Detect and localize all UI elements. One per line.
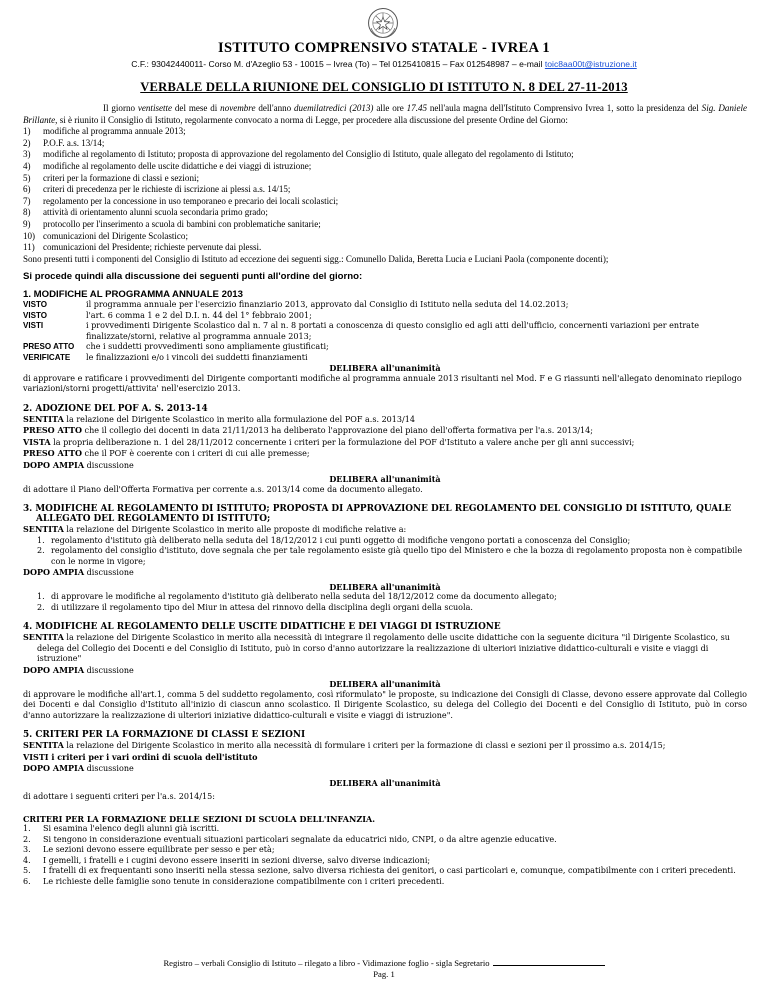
- section-3-title: [23, 504, 747, 524]
- intro-time: 17.45: [406, 103, 428, 113]
- section-1-title: 1. MODIFICHE AL PROGRAMMA ANNUALE 2013: [23, 289, 243, 301]
- agenda-number: 6): [23, 184, 31, 195]
- agenda-item: [23, 149, 747, 161]
- agenda-item: [23, 242, 747, 254]
- intro-text: nell'aula magna dell'Istituto Comprensivo Ivrea 1, sotto la presidenza del: [427, 103, 702, 113]
- section-5-title: 5. CRITERI PER LA FORMAZIONE DI CLASSI E SEZIONI: [23, 730, 306, 741]
- agenda-number: 4): [23, 160, 31, 171]
- list-number: 1.: [37, 592, 45, 602]
- agenda-text: modifiche al regolamento di Istituto; proposta di approvazione del regolamento del Consiglio di Istituto, quale allegato del regolamento di Istituto;: [43, 149, 574, 160]
- premise-line: [23, 524, 747, 536]
- premise-line: [23, 763, 747, 775]
- premise-text: la relazione del Dirigente Scolastico in merito alla necessità di integrare il regolamento delle uscite didattiche con la seguente dicitura "il Dirigente Scolastico, su delega del Collegio dei Docenti e del Consiglio di Istituto, può in corso d'anno autorizzare la realizzazione di ulteriori iniziative didattico-culturali e visite e viaggi di istruzione": [37, 633, 730, 664]
- agenda-number: 3): [23, 149, 31, 160]
- intro-text: del mese di: [172, 103, 221, 113]
- premise-text: discussione: [84, 764, 134, 774]
- premise-line: [23, 437, 747, 449]
- page-number: Pag. 1: [373, 969, 395, 979]
- premise-key: SENTITA: [23, 524, 64, 535]
- premise-text: che il POF è coerente con i criteri di cui alle premesse;: [82, 449, 310, 459]
- agenda-item: [23, 161, 747, 173]
- criteria-text: Le sezioni devono essere equilibrate per sesso e per età;: [43, 845, 275, 855]
- criteria-number: 3.: [23, 845, 31, 855]
- premise-line: [23, 425, 747, 437]
- agenda-text: modifiche al programma annuale 2013;: [43, 126, 186, 137]
- premise-key: VISTA: [23, 436, 51, 447]
- section-1-premises: [23, 300, 747, 363]
- premise-line: [23, 632, 747, 665]
- proposal-list: [23, 536, 747, 568]
- delibera-text: di approvare le modifiche all'art.1, comma 5 del suddetto regolamento, così riformulato" le proposte, su indicazione dei Consigli di Classe, devono essere approvate dal Collegio dei Docenti e dal Consiglio d'Istituto all'inizio di ciascun anno scolastico. Il Dirigente Scolastico, su delega del Collegio dei Docenti e del Consiglio di Istituto, può in corso d'anno autorizzare la realizzazione di ulteriori iniziative didattico-culturali e visite e viaggi di istruzione".: [23, 689, 747, 720]
- premise-text: la relazione del Dirigente Scolastico in merito alle proposte di modifiche relative a:: [63, 525, 407, 535]
- section-5: [23, 740, 747, 887]
- agenda-number: 5): [23, 172, 31, 183]
- delibera-text: di approvare e ratificare i provvedimenti del Dirigente comportanti modifiche al programma annuale 2013 risultanti nel Mod. F e G riassunti nell'allegato denominato riepilogo variazioni/storni progetti/attivita' nell'esercizio 2013.: [23, 373, 742, 394]
- list-item: [23, 592, 747, 603]
- premise-key: SENTITA: [23, 413, 64, 424]
- premise-key: VISTO: [23, 310, 47, 320]
- section-2: [23, 414, 747, 496]
- criteria-number: 6.: [23, 876, 31, 886]
- delibera-label: DELIBERA all'unanimità: [329, 777, 441, 788]
- agenda-item: [23, 184, 747, 196]
- agenda-item: [23, 126, 747, 138]
- premise-text: le finalizzazioni e/o i vincoli dei suddetti finanziamenti: [86, 352, 308, 362]
- agenda-number: 10): [23, 230, 36, 241]
- section-4-title: 4. MODIFICHE AL REGOLAMENTO DELLE USCITE DIDATTICHE E DEI VIAGGI DI ISTRUZIONE: [23, 622, 501, 633]
- premise-text: l'art. 6 comma 1 e 2 del D.I. n. 44 del 1° febbraio 2001;: [86, 310, 312, 320]
- premise-text: che il collegio dei docenti in data 21/11/2013 ha deliberato l'approvazione del piano dell'offerta formativa per l'a.s. 2013/14;: [82, 426, 594, 436]
- section-4: [23, 632, 747, 721]
- criteria-item: [23, 877, 747, 888]
- premise-key: VISTI: [23, 321, 44, 331]
- procede-heading: Si procede quindi alla discussione dei seguenti punti all'ordine del giorno:: [23, 271, 363, 283]
- premise-key: DOPO AMPIA: [23, 763, 85, 774]
- section-3-title-line: ALLEGATO DEL REGOLAMENTO DI ISTITUTO;: [36, 514, 271, 525]
- agenda-text: comunicazioni del Presidente; richieste pervenute dai plessi.: [43, 242, 262, 253]
- criteria-title: CRITERI PER LA FORMAZIONE DELLE SEZIONI DI SCUOLA DELL'INFANZIA.: [23, 813, 376, 824]
- document-body: [23, 103, 747, 887]
- premise-text: discussione: [84, 568, 134, 578]
- intro-text: , si è riunito il Consiglio di Istituto, regolarmente convocato a norma di Legge, per procedere alla discussione del presente Ordine del Giorno:: [55, 114, 568, 125]
- section-1: [23, 300, 747, 395]
- agenda-item: [23, 173, 747, 185]
- agenda-text: criteri di precedenza per le richieste di iscrizione ai plessi a.s. 14/15;: [43, 184, 291, 195]
- agenda-item: [23, 207, 747, 219]
- list-number: 2.: [37, 602, 45, 612]
- delibera-label: DELIBERA all'unanimità: [329, 679, 441, 690]
- footer-line: [0, 958, 768, 969]
- section-3: [23, 524, 747, 613]
- agenda-text: P.O.F. a.s. 13/14;: [43, 137, 105, 148]
- list-text: regolamento d'istituto già deliberato nella seduta del 18/12/2012 i cui punti oggetto di modifiche vengono portati a conoscenza del Consiglio;: [51, 535, 631, 545]
- premise-line: [23, 567, 747, 579]
- premise-line: [23, 740, 747, 752]
- premise-text: che i suddetti provvedimenti sono ampliamente giustificati;: [86, 342, 329, 352]
- criteria-text: Si esamina l'elenco degli alunni già iscritti.: [43, 824, 220, 834]
- criteria-item: [23, 866, 747, 877]
- criteria-item: [23, 856, 747, 867]
- agenda-item: [23, 219, 747, 231]
- email-link[interactable]: toic8aa00t@istruzione.it: [544, 59, 637, 69]
- section-3-title-line: 3. MODIFICHE AL REGOLAMENTO DI ISTITUTO; PROPOSTA DI APPROVAZIONE DEL REGOLAMENTO DEL CONSIGLIO DI ISTITUTO, QUALE: [23, 504, 732, 515]
- intro-year: duemilatredici (2013): [294, 103, 374, 113]
- premise-key: VISTI i criteri per i vari ordini di scuola dell'istituto: [23, 751, 258, 762]
- section-2-title: 2. ADOZIONE DEL POF A. S. 2013-14: [23, 403, 208, 414]
- premise-line: [23, 448, 747, 460]
- premise-text: la propria deliberazione n. 1 del 28/11/2012 concernente i criteri per la formulazione del POF d'Istituto a valere anche per gli anni successivi;: [50, 437, 635, 447]
- verbale-title: VERBALE DELLA RIUNIONE DEL CONSIGLIO DI ISTITUTO N. 8 DEL 27-11-2013: [140, 80, 628, 94]
- criteria-number: 5.: [23, 866, 31, 876]
- list-number: 2.: [37, 546, 45, 556]
- list-number: 1.: [37, 535, 45, 545]
- intro-text: alle ore: [373, 103, 407, 113]
- contact-text: C.F.: 93042440011- Corso M. d'Azeglio 53 - 10015 – Ivrea (To) – Tel 0125410815 – Fax 012548987 – e-mail: [131, 59, 545, 69]
- footer-text: Registro – verbali Consiglio di Istituto – rilegato a libro - Vidimazione foglio - sigla Segretario: [163, 958, 490, 968]
- agenda-number: 1): [23, 126, 31, 137]
- premise-text: la relazione del Dirigente Scolastico in merito alla necessità di formulare i criteri per la formazione di classi e sezioni per il prossimo a.s. 2014/15;: [63, 741, 666, 751]
- criteria-text: I fratelli di ex frequentanti sono inseriti nella stessa sezione, salvo diversa richiesta dei genitori, o casi particolari e, comunque, compatibilmente con i criteri precedenti.: [43, 866, 736, 876]
- agenda-text: regolamento per la concessione in uso temporaneo e precario dei locali scolastici;: [43, 195, 339, 206]
- premise-line: [23, 665, 747, 677]
- agenda-item: [23, 231, 747, 243]
- premise-text: discussione: [84, 665, 134, 675]
- agenda-number: 8): [23, 207, 31, 218]
- delibera-label: DELIBERA all'unanimità: [329, 581, 441, 592]
- delibera-label: DELIBERA all'unanimità: [329, 363, 441, 374]
- premise-key: DOPO AMPIA: [23, 664, 85, 675]
- list-item: [23, 546, 747, 567]
- list-item: [23, 536, 747, 547]
- criteria-number: 2.: [23, 834, 31, 844]
- criteria-item: [23, 824, 747, 835]
- premise-text: il programma annuale per l'esercizio finanziario 2013, approvato dal Consiglio di Istituto nella seduta del 14.02.2013;: [86, 300, 569, 310]
- delibera-text: di adottare i seguenti criteri per l'a.s. 2014/15:: [23, 792, 215, 802]
- premise-key: DOPO AMPIA: [23, 567, 85, 578]
- premise-key: VERIFICATE: [23, 352, 71, 362]
- agenda-number: 11): [23, 242, 35, 253]
- criteria-text: Le richieste delle famiglie sono tenute in considerazione compatibilmente con i criteri precedenti.: [43, 876, 445, 886]
- list-text: regolamento del consiglio d'istituto, dove segnala che per tale regolamento esiste già quello tipo del Ministero e che la bozza di regolamento proposta non è compatibile con le norme in vigore;: [51, 546, 743, 566]
- intro-president: Sig. Daniele Brillante: [23, 103, 747, 125]
- premise-line: [23, 460, 747, 472]
- list-text: di utilizzare il regolamento tipo del Miur in attesa del rinnovo della disciplina degli organi della scuola.: [51, 602, 473, 612]
- agenda-number: 7): [23, 195, 31, 206]
- criteria-item: [23, 835, 747, 846]
- criteria-number: 4.: [23, 855, 31, 865]
- present-members: Sono presenti tutti i componenti del Consiglio di Istituto ad eccezione dei seguenti sigg.: Comunello Dalida, Beretta Lucia e Luciani Paola (componente docenti);: [23, 253, 609, 264]
- agenda-text: attività di orientamento alunni scuola secondaria primo grado;: [43, 207, 268, 218]
- agenda-list: [23, 126, 747, 254]
- intro-day: ventisette: [137, 103, 173, 113]
- agenda-text: modifiche al regolamento delle uscite didattiche e dei viaggi di istruzione;: [43, 160, 312, 171]
- premise-key: SENTITA: [23, 632, 64, 643]
- school-contacts: [0, 59, 768, 69]
- premise-text: la relazione del Dirigente Scolastico in merito alla formulazione del POF a.s. 2013/14: [63, 414, 415, 424]
- premise-key: SENTITA: [23, 740, 64, 751]
- agenda-text: comunicazioni del Dirigente Scolastico;: [43, 230, 188, 241]
- intro-text: Il giorno: [103, 103, 138, 113]
- agenda-item: [23, 196, 747, 208]
- delibera-label: DELIBERA all'unanimità: [329, 474, 441, 485]
- agenda-text: criteri per la formazione di classi e sezioni;: [43, 172, 199, 183]
- criteria-text: Si tengono in considerazione eventuali situazioni particolari segnalate da educatrici nido, CNPI, o da altre agenzie educative.: [43, 834, 557, 844]
- criteria-list: [23, 824, 747, 887]
- premise-text: i provvedimenti Dirigente Scolastico dal n. 7 al n. 8 portati a conoscenza di questo consiglio ed agli atti dell'ufficio, concernenti variazioni per entrate finalizzate/storni, relative al programma annuale 2013;: [86, 321, 699, 341]
- school-name: ISTITUTO COMPRENSIVO STATALE - IVREA 1: [218, 40, 550, 56]
- premise-key: DOPO AMPIA: [23, 459, 85, 470]
- list-text: di approvare le modifiche al regolamento d'istituto già deliberato nella seduta del 18/12/2012 come da documento allegato;: [51, 592, 557, 602]
- agenda-number: 9): [23, 218, 31, 229]
- intro-month: novembre: [220, 103, 256, 113]
- republic-emblem-icon: [366, 6, 400, 40]
- premise-key: VISTO: [23, 300, 47, 310]
- intro-text: dell'anno: [255, 103, 295, 113]
- premise-line: [23, 414, 747, 426]
- premise-key: PRESO ATTO: [23, 425, 82, 436]
- premise-key: PRESO ATTO: [23, 342, 75, 352]
- intro-section: [23, 103, 747, 265]
- premise-line: [23, 752, 747, 764]
- page-footer: [0, 958, 768, 980]
- signature-line: [493, 965, 605, 966]
- agenda-item: [23, 138, 747, 150]
- agenda-number: 2): [23, 137, 31, 148]
- premise-key: PRESO ATTO: [23, 448, 82, 459]
- criteria-text: I gemelli, i fratelli e i cugini devono essere inseriti in sezioni diverse, salvo diverse indicazioni;: [43, 855, 431, 865]
- decision-list: [23, 592, 747, 613]
- list-item: [23, 603, 747, 614]
- premise-text: discussione: [84, 460, 134, 470]
- intro-paragraph: [23, 103, 747, 126]
- criteria-item: [23, 845, 747, 856]
- agenda-text: protocollo per l'inserimento a scuola di bambini con problematiche sanitarie;: [43, 218, 321, 229]
- criteria-number: 1.: [23, 824, 31, 834]
- delibera-text: di adottare il Piano dell'Offerta Formativa per corrente a.s. 2013/14 come da documento allegato.: [23, 484, 423, 494]
